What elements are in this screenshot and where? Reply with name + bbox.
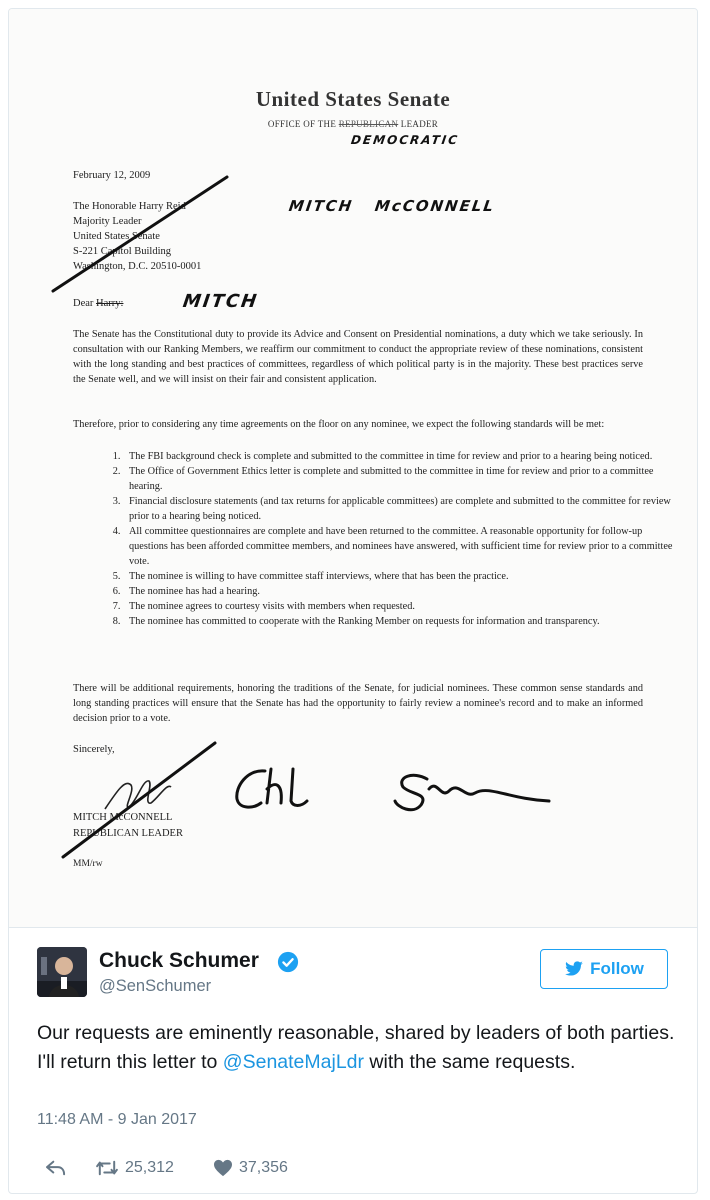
requirement-item: 5. The nominee is willing to have committee staff interviews, where that has been the practice. (123, 569, 683, 584)
signer-title: REPUBLICAN LEADER (73, 828, 183, 839)
heart-icon (213, 1159, 233, 1177)
retweet-count: 25,312 (125, 1159, 174, 1176)
address-line: United States Senate (73, 231, 160, 242)
reply-button[interactable] (45, 1159, 67, 1177)
tweet-card (8, 8, 698, 1194)
schumer-signature (237, 769, 549, 810)
mention-link[interactable]: @SenateMajLdr (222, 1051, 365, 1073)
retweet-icon (95, 1159, 119, 1177)
requirement-item: 1. The FBI background check is complete and submitted to the committee in time for review and prior to a hearing being noticed. (123, 449, 683, 464)
twitter-bird-icon (564, 961, 584, 977)
letter-paragraph-3: There will be additional requirements, honoring the traditions of the Senate, for judicial nominees. These common sense standards and long standing practices will ensure that the Senate has had the opportunity to fairly review a nominee's record and to make an informed decision prior to a vote. (73, 683, 643, 724)
address-line: The Honorable Harry Reid (73, 201, 186, 212)
retweet-button[interactable] (95, 1159, 174, 1177)
author-handle[interactable]: @SenSchumer (99, 977, 212, 995)
struck-office-word: REPUBLICAN (338, 119, 399, 129)
follow-button[interactable] (540, 949, 668, 989)
letterhead-office: OFFICE OF THE REPUBLICAN LEADER (267, 119, 439, 129)
requirement-item: 8. The nominee has committed to cooperate with the Ranking Member on requests for information and transparency. (123, 614, 683, 629)
reply-icon (45, 1159, 67, 1177)
like-count: 37,356 (239, 1159, 288, 1176)
verified-badge-icon (277, 951, 299, 973)
tweet-timestamp[interactable]: 11:48 AM - 9 Jan 2017 (37, 1111, 197, 1128)
signer-name: MITCH McCONNELL (73, 812, 173, 823)
address-line: S-221 Capitol Building (73, 246, 172, 257)
letter-document (9, 9, 697, 927)
letter-paragraph-2: Therefore, prior to considering any time agreements on the floor on any nominee, we expect the following standards will be met: (73, 419, 605, 430)
address-line: Majority Leader (73, 216, 142, 227)
address-strikethrough (53, 177, 227, 291)
struck-salutation: Harry: (96, 298, 124, 309)
requirement-item: 4. All committee questionnaires are complete and have been returned to the committee. A reasonable opportunity for follow-up questions has been afforded committee members, and nominees have answered, with sufficient time for review prior to a committee vote. (123, 524, 683, 569)
letter-initials: MM/rw (73, 859, 103, 869)
like-button[interactable] (213, 1159, 288, 1177)
handwritten-addressee: MITCH McCONNELL (287, 197, 497, 215)
handwritten-salutation: MITCH (181, 291, 260, 312)
author-name[interactable]: Chuck Schumer (99, 949, 259, 972)
letterhead-title: United States Senate (255, 87, 451, 111)
letter-salutation: Dear Harry: (73, 298, 124, 309)
letter-closing: Sincerely, (73, 744, 115, 755)
follow-label: Follow (590, 959, 644, 978)
avatar-image (37, 947, 87, 997)
signature-strikethrough (63, 743, 215, 857)
avatar[interactable] (37, 947, 87, 997)
handwritten-office-word: DEMOCRATIC (350, 133, 460, 147)
tweet-media-letter[interactable] (9, 9, 697, 928)
requirement-item: 3. Financial disclosure statements (and tax returns for applicable committees) are complete and submitted to the committee for review prior to a hearing being noticed. (123, 494, 683, 524)
requirement-item: 6. The nominee has had a hearing. (123, 584, 683, 599)
letter-paragraph-1: The Senate has the Constitutional duty to provide its Advice and Consent on Presidential nominations, a duty which we take seriously. In consultation with our Ranking Members, we reaffirm our commitment to conduct the appropriate review of these nominations, consistent with the long standing and best practices of committees, regardless of which political party is in the majority. These best practices serve the Senate well, and we will insist on their fair and consistent application. (73, 329, 643, 385)
tweet-text: Our requests are eminently reasonable, shared by leaders of both parties. I'll return this letter to @SenateMajLdr with the same requests. (37, 1022, 675, 1073)
letter-date: February 12, 2009 (73, 170, 151, 181)
requirement-item: 2. The Office of Government Ethics letter is complete and submitted to the committee in time for review and prior to a committee hearing. (123, 464, 683, 494)
requirement-item: 7. The nominee agrees to courtesy visits with members when requested. (123, 599, 683, 614)
handwriting-strokes (9, 9, 697, 927)
address-line: Washington, D.C. 20510-0001 (73, 261, 202, 272)
